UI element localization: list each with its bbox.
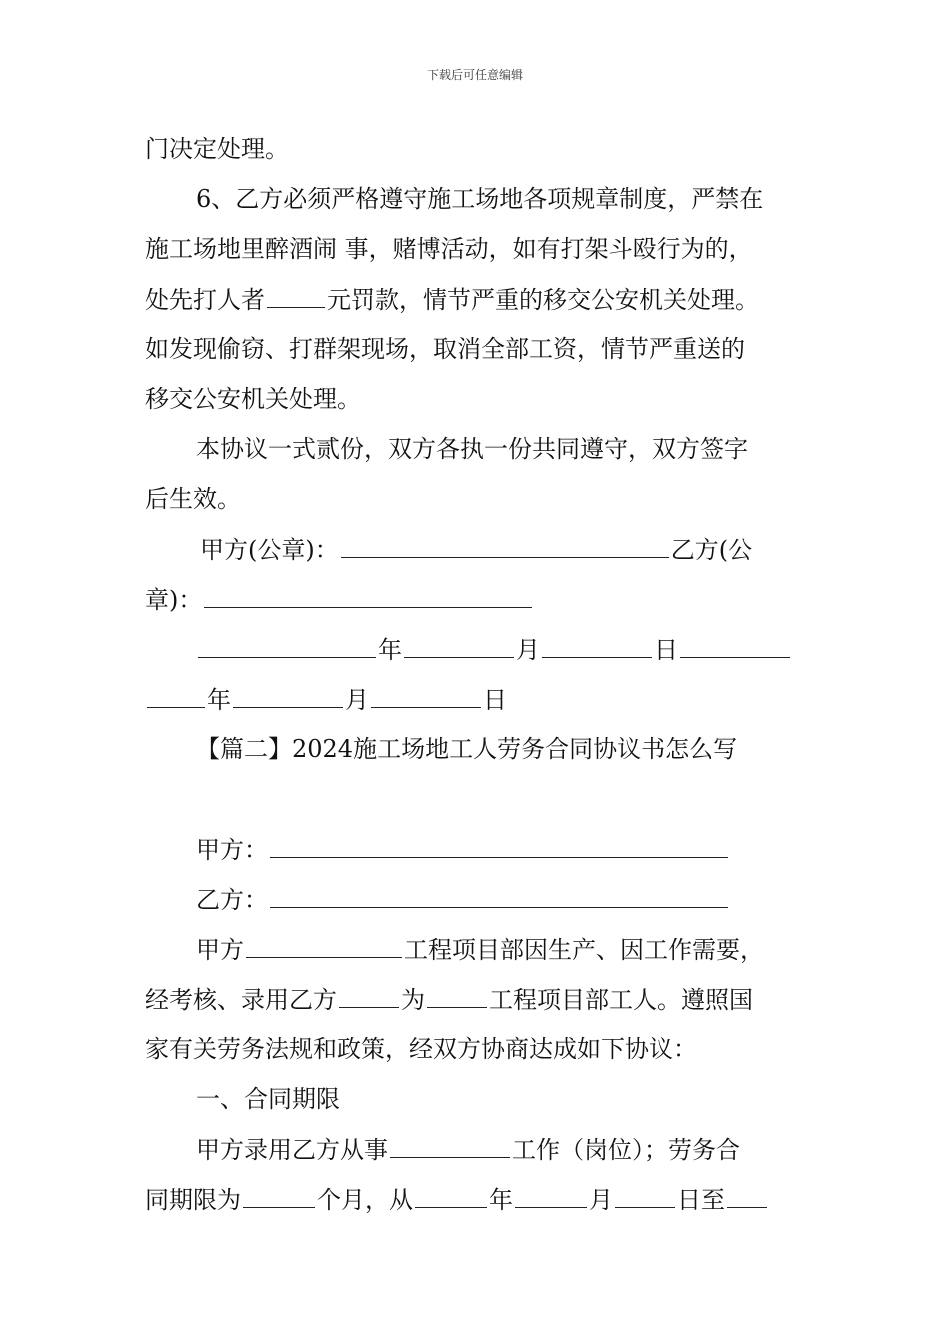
day-label: 日	[483, 686, 507, 714]
blank-field	[339, 983, 399, 1008]
text-span: 月	[589, 1186, 613, 1214]
blank-field	[680, 633, 790, 658]
text-span: 为	[401, 986, 425, 1014]
text-line	[145, 283, 759, 316]
text-line	[145, 1183, 769, 1216]
blank-field	[404, 633, 514, 658]
section-title: 【篇二】2024施工场地工人劳务合同协议书怎么写	[196, 735, 738, 763]
text-line	[196, 1133, 740, 1166]
text-span: 年	[489, 1186, 513, 1214]
party-b-line	[196, 883, 730, 916]
section-heading: 一、合同期限	[196, 1085, 340, 1113]
text-span: 工程项目部工人。遵照国	[489, 986, 753, 1014]
month-label: 月	[516, 636, 540, 664]
year-label: 年	[207, 686, 231, 714]
date-line	[145, 683, 507, 716]
text-line	[145, 983, 753, 1016]
text-span: 甲方录用乙方从事	[196, 1136, 388, 1164]
blank-field	[415, 1183, 487, 1208]
day-label: 日	[654, 636, 678, 664]
blank-field	[270, 833, 728, 858]
text-span: 经考核、录用乙方	[145, 986, 337, 1014]
blank-field	[243, 1183, 315, 1208]
text-span: 个月，从	[317, 1186, 413, 1214]
party-a-seal-label: 甲方(公章)：	[200, 536, 339, 564]
text-line: 后生效。	[145, 485, 241, 513]
blank-field	[198, 633, 376, 658]
text-line	[196, 933, 764, 966]
text-line: 移交公安机关处理。	[145, 385, 361, 413]
party-a-label: 甲方：	[196, 836, 268, 864]
signature-line	[145, 583, 534, 616]
text-span: 甲方	[196, 936, 244, 964]
blank-field	[390, 1133, 510, 1158]
blank-field	[341, 533, 669, 558]
year-label: 年	[378, 636, 402, 664]
text-line: 如发现偷窃、打群架现场，取消全部工资，情节严重送的	[145, 335, 745, 363]
blank-field	[427, 983, 487, 1008]
blank-field	[270, 883, 728, 908]
text-span: 日至	[677, 1186, 725, 1214]
blank-field	[267, 283, 325, 308]
blank-field	[204, 583, 532, 608]
month-label: 月	[345, 686, 369, 714]
page-header: 下载后可任意编辑	[426, 68, 523, 82]
text-line: 门决定处理。	[145, 135, 289, 163]
party-b-label: 乙方：	[196, 886, 268, 914]
text-line: 家有关劳务法规和政策，经双方协商达成如下协议：	[145, 1035, 697, 1063]
blank-field	[147, 683, 205, 708]
text-span: 元罚款，情节严重的移交公安机关处理。	[327, 286, 759, 314]
blank-field	[542, 633, 652, 658]
party-a-line	[196, 833, 730, 866]
blank-field	[233, 683, 343, 708]
signature-line	[200, 533, 752, 566]
blank-field	[246, 933, 402, 958]
text-span: 工程项目部因生产、因工作需要，	[404, 936, 764, 964]
text-span: 处先打人者	[145, 286, 265, 314]
text-span: 章)：	[145, 586, 203, 614]
text-line: 6、乙方必须严格遵守施工场地各项规章制度，严禁在	[196, 185, 764, 213]
text-span: 工作（岗位）；劳务合	[512, 1136, 740, 1164]
date-line	[196, 633, 792, 666]
blank-field	[371, 683, 481, 708]
text-line: 本协议一式贰份，双方各执一份共同遵守，双方签字	[196, 435, 748, 463]
blank-field	[515, 1183, 587, 1208]
text-span: 同期限为	[145, 1186, 241, 1214]
text-line: 施工场地里醉酒闹 事，赌博活动，如有打架斗殴行为的，	[145, 235, 753, 263]
party-b-seal-label: 乙方(公	[670, 536, 753, 564]
blank-field	[727, 1183, 767, 1208]
blank-field	[615, 1183, 675, 1208]
